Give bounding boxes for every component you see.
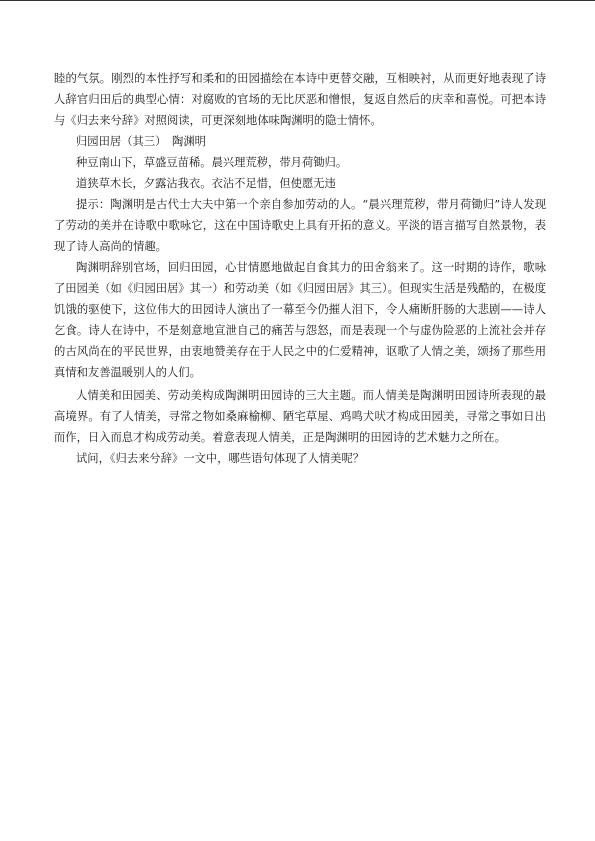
top-rule [0,0,595,1]
paragraph-hint: 提示：陶渊明是古代士大夫中第一个亲自参加劳动的人。“晨兴理荒秽，带月荷锄归”诗人发现了劳动的美并在诗歌中歌咏它，这在中国诗歌史上具有开拓的意义。平淡的语言描写自然景物，表现了诗人高尚的情趣。 [54,198,546,253]
poem-line-2: 道狭草木长，夕露沾我衣。衣沾不足惜，但使愿无违 [76,177,336,190]
poem-line-1: 种豆南山下，草盛豆苗稀。晨兴理荒秽，带月荷锄归。 [76,156,348,169]
paragraph-analysis: 陶渊明辞别官场，回归田园，心甘情愿地做起自食其力的田舍翁来了。这一时期的诗作，歌咏了田园美（如《归园田居》其一）和劳动美（如《归园田居》其三）。但现实生活是残酷的，在极度饥饿的驱使下，这位伟大的田园诗人演出了一幕至今仍摧人泪下，令人痛断肝肠的大悲剧——诗人乞食。诗人在诗中，不是刻意地宣泄自己的痛苦与怨怒，而是表现一个与虚伪险恶的上流社会并存的古风尚在的平民世界，由衷地赞美存在于人民之中的仁爱精神，讴歌了人情之美，颂扬了那些用真情和友善温暖别人的人们。 [54,261,546,379]
document-body [54,68,546,469]
paragraph-themes: 人情美和田园美、劳动美构成陶渊明田园诗的三大主题。而人情美是陶渊明田园诗所表现的最高境界。有了人情美，寻常之物如桑麻榆柳、陋宅草屋、鸡鸣犬吠才构成田园美，寻常之事如日出而作，日入而息才构成劳动美。着意表现人情美，正是陶渊明的田园诗的艺术魅力之所在。 [54,389,546,444]
poem-title: 归园田居（其三） 陶渊明 [76,135,206,148]
paragraph-intro-continuation: 睦的气氛。刚烈的本性抒写和柔和的田园描绘在本诗中更替交融，互相映衬，从而更好地表现了诗人辞官归田后的典型心情：对腐败的官场的无比厌恶和憎恨，复返自然后的庆幸和喜悦。可把本诗与《归去来兮辞》对照阅读，可更深刻地体味陶渊明的隐士情怀。 [54,72,546,127]
question: 试问，《归去来兮辞》一文中，哪些语句体现了人情美呢？ [76,452,365,465]
